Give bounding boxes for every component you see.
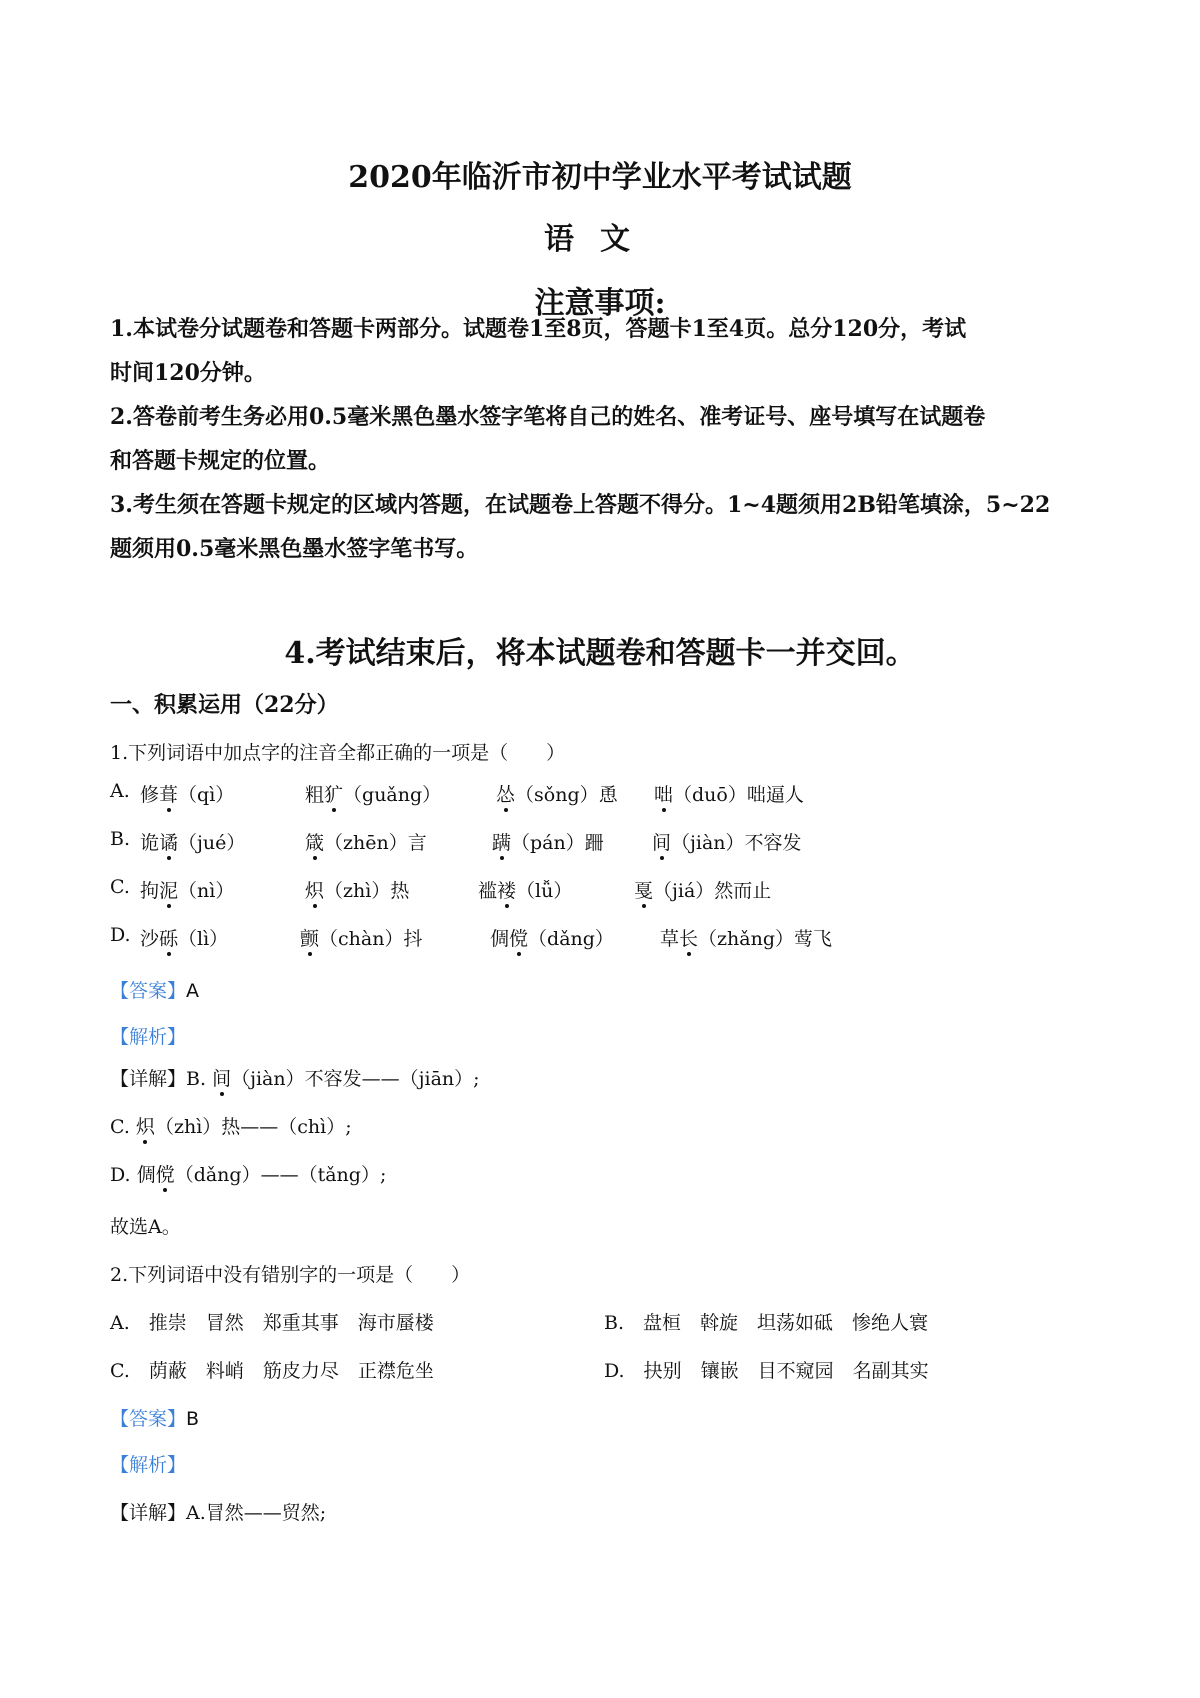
question-2-detail: 【详解】A.冒然——贸然; <box>110 1502 327 1524</box>
question-2-analysis-label: 【解析】 <box>110 1454 187 1476</box>
option-word-4: 戛（jiá）然而止 <box>634 880 772 902</box>
note-2-line-2: 和答题卡规定的位置。 <box>110 448 331 474</box>
option-label: D. <box>110 924 131 946</box>
question-2-stem: 2.下列词语中没有错别字的一项是（ ） <box>110 1264 471 1286</box>
option-word-1: 诡谲（jué） <box>140 832 246 854</box>
question-1-conclusion: 故选A。 <box>110 1216 181 1238</box>
notice-heading: 注意事项: <box>534 286 666 321</box>
option-word-1: 沙砾（lì） <box>140 928 229 950</box>
option-word-2: 粗犷（guǎng） <box>305 784 442 806</box>
question-1-detail-d: D. 倜傥（dǎng）——（tǎng）; <box>110 1164 387 1186</box>
question-1-answer: 【答案】A <box>110 980 200 1002</box>
subject-title: 语文 <box>544 222 656 257</box>
option-label: B. <box>110 828 131 850</box>
section-heading: 一、积累运用（22分） <box>110 692 339 718</box>
question-2-option-a: A. 推崇 冒然 郑重其事 海市蜃楼 <box>110 1312 434 1334</box>
option-word-3: 倜傥（dǎng） <box>490 928 614 950</box>
question-2-option-c: C. 荫蔽 料峭 筋皮力尽 正襟危坐 <box>110 1360 434 1382</box>
note-3-line-1: 3.考生须在答题卡规定的区域内答题，在试题卷上答题不得分。1~4题须用2B铅笔填涂，5~22 <box>110 492 1051 518</box>
option-word-4: 草长（zhǎng）莺飞 <box>660 928 833 950</box>
option-word-3: 怂（sǒng）恿 <box>496 784 618 806</box>
option-word-2: 箴（zhēn）言 <box>305 832 427 854</box>
exam-title: 2020年临沂市初中学业水平考试试题 <box>348 160 852 195</box>
option-word-3: 蹒（pán）跚 <box>492 832 604 854</box>
option-word-4: 咄（duō）咄逼人 <box>654 784 804 806</box>
option-word-3: 褴褛（lǚ） <box>478 880 573 902</box>
question-1-detail-c: C. 炽（zhì）热——（chì）; <box>110 1116 352 1138</box>
option-word-1: 修葺（qì） <box>140 784 235 806</box>
note-1-line-1: 1.本试卷分试题卷和答题卡两部分。试题卷1至8页，答题卡1至4页。总分120分，考试 <box>110 316 967 342</box>
note-4: 4.考试结束后，将本试题卷和答题卡一并交回。 <box>284 636 916 671</box>
option-label: C. <box>110 876 130 898</box>
note-2-line-1: 2.答卷前考生务必用0.5毫米黑色墨水签字笔将自己的姓名、准考证号、座号填写在试题卷 <box>110 404 986 430</box>
question-1-stem: 1.下列词语中加点字的注音全都正确的一项是（ ） <box>110 742 566 764</box>
note-1-line-2: 时间120分钟。 <box>110 360 266 386</box>
note-3-line-2: 题须用0.5毫米黑色墨水签字笔书写。 <box>110 536 479 562</box>
question-2-option-b: B. 盘桓 斡旋 坦荡如砥 惨绝人寰 <box>604 1312 929 1334</box>
option-word-1: 拘泥（nì） <box>140 880 235 902</box>
option-word-4: 间（jiàn）不容发 <box>652 832 802 854</box>
option-label: A. <box>110 780 130 802</box>
question-1-analysis-label: 【解析】 <box>110 1026 187 1048</box>
question-2-option-d: D. 抉别 镶嵌 目不窥园 名副其实 <box>604 1360 929 1382</box>
option-word-2: 炽（zhì）热 <box>305 880 410 902</box>
option-word-2: 颤（chàn）抖 <box>300 928 423 950</box>
question-1-detail-b: 【详解】B. 间（jiàn）不容发——（jiān）; <box>110 1068 480 1090</box>
question-2-answer: 【答案】B <box>110 1408 200 1430</box>
